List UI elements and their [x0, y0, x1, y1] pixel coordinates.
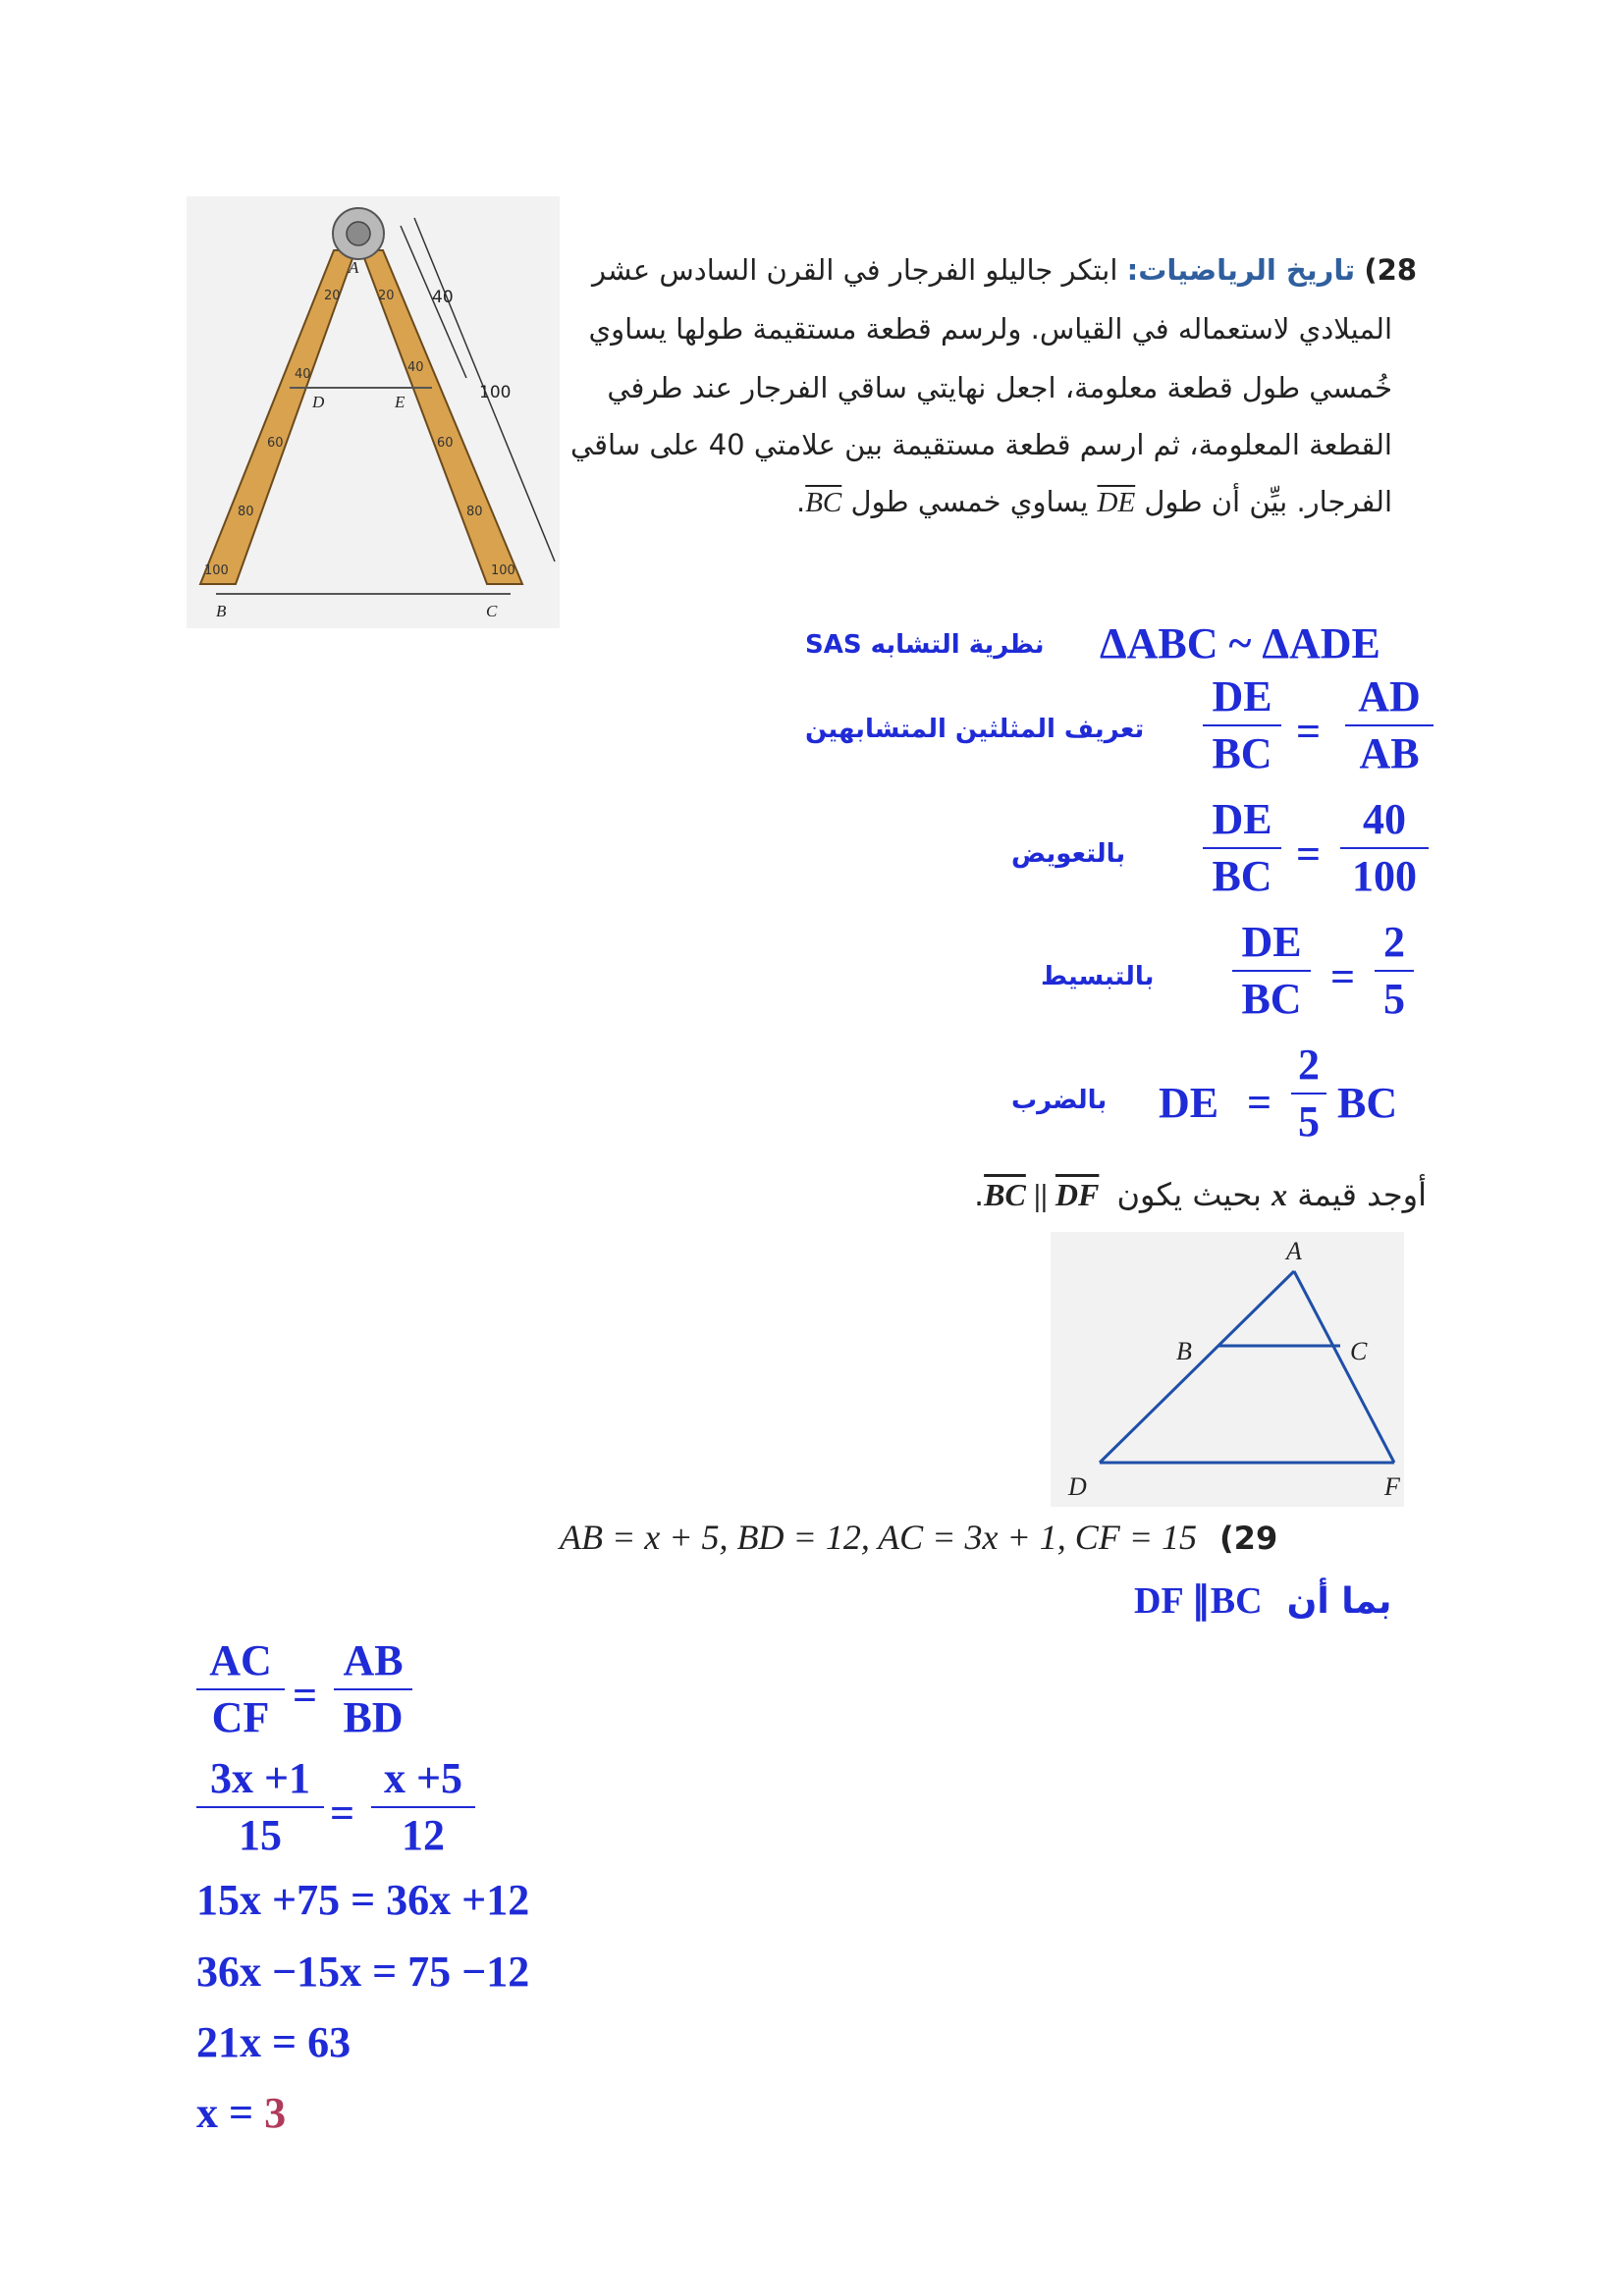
answer-value: 3	[264, 2089, 287, 2137]
problem-28-line-4: القطعة المعلومة، ثم ارسم قطعة مستقيمة بين علامتي 40 على ساقي	[570, 428, 1392, 461]
problem-28-text-1: ابتكر جاليلو الفرجار في القرن السادس عشر	[591, 253, 1118, 287]
question-text-b: بحيث يكون	[1116, 1176, 1262, 1213]
since-math: DF ∥BC	[1134, 1580, 1263, 1622]
mark-20-left: 20	[324, 289, 341, 303]
line5-text-a: الفرجار. بيِّن أن طول	[1144, 485, 1392, 518]
fraction-de-bc: DE BC	[1203, 675, 1281, 775]
triangle-figure	[1051, 1232, 1404, 1507]
compass-figure	[187, 196, 560, 628]
reason-substitution: بالتعويض	[1011, 839, 1126, 869]
bc-rhs: BC	[1337, 1079, 1398, 1127]
de-lhs: DE	[1159, 1079, 1219, 1127]
question-end: .	[973, 1176, 985, 1213]
answer-lhs: x =	[196, 2089, 254, 2137]
equation-step-2: 36x −15x = 75 −12	[196, 1948, 530, 1996]
tri-label-c: C	[1350, 1337, 1368, 1365]
fraction-x5-12: x +5 12	[371, 1757, 475, 1857]
label-a: A	[349, 258, 359, 277]
mark-60-left: 60	[267, 436, 284, 451]
reason-multiplication: بالضرب	[1011, 1086, 1108, 1115]
mark-40-left: 40	[295, 367, 311, 382]
given-values: AB = x + 5, BD = 12, AC = 3x + 1, CF = 15	[560, 1518, 1198, 1557]
problem-number: 28)	[1364, 253, 1417, 287]
fraction-ab-bd: AB BD	[334, 1639, 412, 1739]
variable-x: x	[1271, 1177, 1288, 1212]
label-c: C	[486, 602, 498, 620]
topic-label: تاريخ الرياضيات:	[1126, 253, 1356, 287]
reason-definition: تعريف المثلثين المتشابهين	[805, 715, 1145, 744]
segment-de: DE	[1097, 487, 1136, 518]
problem-28-line-5	[796, 485, 1392, 519]
since-statement	[1134, 1578, 1391, 1623]
fraction-3x1-15: 3x +1 15	[196, 1757, 324, 1857]
fraction-ac-cf: AC CF	[196, 1639, 285, 1739]
tri-label-b: B	[1176, 1337, 1192, 1365]
line5-text-b: يساوي خمسي طول	[850, 485, 1089, 518]
fraction-2-5-b: 2 5	[1291, 1043, 1326, 1144]
problem-28-line-3: خُمسي طول قطعة معلومة، اجعل نهايتي ساقي الفرجار عند طرفي	[607, 371, 1392, 404]
parallel-symbol: ||	[1033, 1177, 1048, 1212]
problem-29-question	[974, 1176, 1427, 1213]
mark-20-right: 20	[378, 289, 395, 303]
segment-bc-q: $\overline{BC}$	[984, 1177, 1026, 1212]
line5-text-c: .	[796, 485, 806, 518]
label-e: E	[395, 393, 406, 411]
label-d: D	[312, 393, 325, 411]
equation-step-1: 15x +75 = 36x +12	[196, 1876, 530, 1924]
equals-sign: =	[293, 1672, 318, 1720]
since-label: بما أن	[1286, 1581, 1392, 1622]
problem-29-number: (29	[1219, 1520, 1278, 1557]
mark-80-left: 80	[238, 505, 254, 519]
fraction-ad-ab: AD AB	[1345, 675, 1434, 775]
segment-bc: BC	[805, 487, 842, 518]
mark-80-right: 80	[466, 505, 483, 519]
tri-label-f: F	[1384, 1472, 1400, 1501]
equals-sign: =	[1296, 830, 1322, 879]
equals-sign: =	[330, 1789, 355, 1838]
problem-28-line-2: الميلادي لاستعماله في القياس. ولرسم قطعة مستقيمة طولها يساوي	[588, 312, 1392, 346]
question-text-a: أوجد قيمة	[1297, 1176, 1427, 1213]
similarity-statement: ΔABC ~ ΔADE	[1100, 619, 1380, 667]
equals-sign: =	[1330, 953, 1356, 1001]
final-answer	[196, 2088, 286, 2138]
fraction-2-5: 2 5	[1375, 921, 1414, 1021]
segment-df-q: $\overline{DF}$	[1055, 1177, 1100, 1212]
problem-28-line-1	[592, 253, 1417, 287]
mark-60-right: 60	[437, 436, 454, 451]
equation-step-3: 21x = 63	[196, 2018, 352, 2066]
tri-label-a: A	[1286, 1237, 1302, 1265]
reason-sas: نظرية التشابه SAS	[805, 630, 1045, 660]
parallel-condition	[984, 1177, 1107, 1212]
label-b: B	[216, 602, 227, 620]
dimension-100: 100	[479, 383, 512, 402]
dimension-40: 40	[432, 288, 454, 307]
mark-40-right: 40	[407, 360, 424, 375]
fraction-40-100: 40 100	[1340, 798, 1429, 898]
equals-sign: =	[1247, 1079, 1272, 1127]
equals-sign: =	[1296, 708, 1322, 756]
tri-label-d: D	[1068, 1472, 1087, 1501]
fraction-de-bc-3: DE BC	[1232, 921, 1311, 1021]
mark-100-left: 100	[204, 563, 229, 578]
reason-simplification: بالتبسيط	[1041, 962, 1155, 991]
problem-29-given	[560, 1517, 1277, 1558]
mark-100-right: 100	[491, 563, 515, 578]
fraction-de-bc-2: DE BC	[1203, 798, 1281, 898]
